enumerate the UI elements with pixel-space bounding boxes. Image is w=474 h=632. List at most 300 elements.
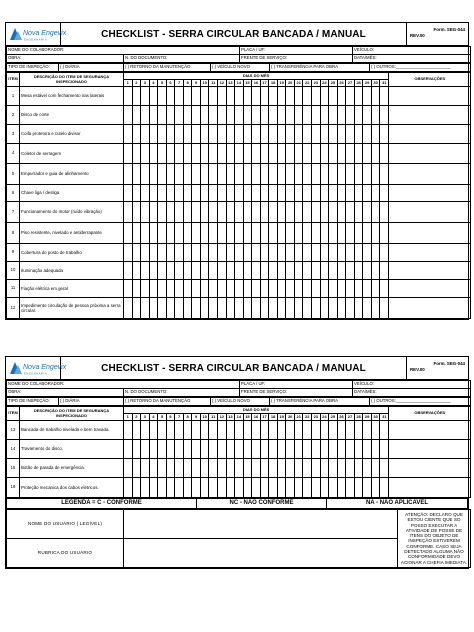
day-check-cell[interactable]	[166, 202, 175, 223]
observation-cell[interactable]	[389, 144, 471, 164]
day-check-cell[interactable]	[286, 125, 295, 144]
day-check-cell[interactable]	[149, 459, 158, 478]
day-check-cell[interactable]	[363, 244, 372, 262]
day-check-cell[interactable]	[294, 298, 303, 319]
day-check-cell[interactable]	[346, 262, 355, 280]
day-check-cell[interactable]	[226, 144, 235, 164]
day-check-cell[interactable]	[286, 244, 295, 262]
day-check-cell[interactable]	[363, 459, 372, 478]
day-check-cell[interactable]	[218, 106, 227, 125]
day-check-cell[interactable]	[337, 459, 346, 478]
day-check-cell[interactable]	[320, 125, 329, 144]
day-check-cell[interactable]	[209, 223, 218, 244]
day-check-cell[interactable]	[329, 164, 338, 185]
day-check-cell[interactable]	[175, 185, 184, 202]
day-check-cell[interactable]	[192, 421, 201, 440]
day-check-cell[interactable]	[158, 87, 167, 106]
day-check-cell[interactable]	[192, 87, 201, 106]
day-check-cell[interactable]	[209, 459, 218, 478]
day-check-cell[interactable]	[183, 459, 192, 478]
observation-cell[interactable]	[389, 185, 471, 202]
day-check-cell[interactable]	[132, 223, 141, 244]
day-check-cell[interactable]	[183, 280, 192, 298]
day-check-cell[interactable]	[158, 459, 167, 478]
day-check-cell[interactable]	[192, 440, 201, 459]
day-check-cell[interactable]	[192, 459, 201, 478]
day-check-cell[interactable]	[192, 144, 201, 164]
day-check-cell[interactable]	[329, 125, 338, 144]
day-check-cell[interactable]	[380, 459, 389, 478]
day-check-cell[interactable]	[141, 421, 150, 440]
day-check-cell[interactable]	[380, 262, 389, 280]
day-check-cell[interactable]	[363, 421, 372, 440]
day-check-cell[interactable]	[363, 223, 372, 244]
day-check-cell[interactable]	[209, 87, 218, 106]
day-check-cell[interactable]	[277, 87, 286, 106]
day-check-cell[interactable]	[141, 298, 150, 319]
day-check-cell[interactable]	[218, 185, 227, 202]
day-check-cell[interactable]	[226, 421, 235, 440]
day-check-cell[interactable]	[124, 280, 133, 298]
day-check-cell[interactable]	[371, 223, 380, 244]
day-check-cell[interactable]	[243, 223, 252, 244]
day-check-cell[interactable]	[200, 262, 209, 280]
day-check-cell[interactable]	[166, 459, 175, 478]
day-check-cell[interactable]	[303, 280, 312, 298]
day-check-cell[interactable]	[226, 164, 235, 185]
day-check-cell[interactable]	[252, 262, 261, 280]
option-other[interactable]: ( ) OUTROS:_______________________	[370, 64, 471, 72]
day-check-cell[interactable]	[363, 87, 372, 106]
day-check-cell[interactable]	[320, 164, 329, 185]
day-check-cell[interactable]	[277, 106, 286, 125]
day-check-cell[interactable]	[226, 202, 235, 223]
day-check-cell[interactable]	[149, 202, 158, 223]
day-check-cell[interactable]	[294, 125, 303, 144]
day-check-cell[interactable]	[354, 125, 363, 144]
day-check-cell[interactable]	[166, 106, 175, 125]
day-check-cell[interactable]	[260, 87, 269, 106]
option-transfer[interactable]: ( ) TRANSFERÊNCIA PARA OBRA	[270, 398, 370, 406]
day-check-cell[interactable]	[320, 421, 329, 440]
day-check-cell[interactable]	[149, 244, 158, 262]
day-check-cell[interactable]	[252, 440, 261, 459]
option-new-vehicle[interactable]: ( ) VEÍCULO NOVO	[211, 64, 270, 72]
day-check-cell[interactable]	[303, 421, 312, 440]
day-check-cell[interactable]	[320, 144, 329, 164]
day-check-cell[interactable]	[141, 459, 150, 478]
day-check-cell[interactable]	[363, 280, 372, 298]
day-check-cell[interactable]	[260, 185, 269, 202]
day-check-cell[interactable]	[226, 223, 235, 244]
date-field[interactable]: DATA/MÊS:	[353, 55, 471, 63]
day-check-cell[interactable]	[166, 280, 175, 298]
day-check-cell[interactable]	[132, 185, 141, 202]
day-check-cell[interactable]	[132, 87, 141, 106]
day-check-cell[interactable]	[158, 164, 167, 185]
front-field[interactable]: FRENTE DE SERVIÇO:	[240, 55, 353, 63]
day-check-cell[interactable]	[183, 298, 192, 319]
day-check-cell[interactable]	[192, 478, 201, 498]
day-check-cell[interactable]	[277, 421, 286, 440]
day-check-cell[interactable]	[200, 298, 209, 319]
day-check-cell[interactable]	[235, 125, 244, 144]
day-check-cell[interactable]	[320, 87, 329, 106]
day-check-cell[interactable]	[371, 164, 380, 185]
day-check-cell[interactable]	[235, 421, 244, 440]
day-check-cell[interactable]	[294, 421, 303, 440]
day-check-cell[interactable]	[243, 262, 252, 280]
day-check-cell[interactable]	[166, 440, 175, 459]
day-check-cell[interactable]	[277, 478, 286, 498]
day-check-cell[interactable]	[226, 298, 235, 319]
day-check-cell[interactable]	[354, 223, 363, 244]
day-check-cell[interactable]	[252, 244, 261, 262]
day-check-cell[interactable]	[303, 202, 312, 223]
day-check-cell[interactable]	[209, 478, 218, 498]
day-check-cell[interactable]	[346, 440, 355, 459]
option-return[interactable]: ( ) RETORNO DA MANUTENÇÃO	[124, 64, 211, 72]
day-check-cell[interactable]	[141, 87, 150, 106]
day-check-cell[interactable]	[320, 262, 329, 280]
day-check-cell[interactable]	[371, 185, 380, 202]
day-check-cell[interactable]	[260, 262, 269, 280]
day-check-cell[interactable]	[183, 202, 192, 223]
day-check-cell[interactable]	[277, 164, 286, 185]
day-check-cell[interactable]	[303, 440, 312, 459]
day-check-cell[interactable]	[252, 478, 261, 498]
day-check-cell[interactable]	[277, 223, 286, 244]
day-check-cell[interactable]	[175, 106, 184, 125]
day-check-cell[interactable]	[243, 440, 252, 459]
day-check-cell[interactable]	[183, 262, 192, 280]
day-check-cell[interactable]	[286, 144, 295, 164]
day-check-cell[interactable]	[132, 125, 141, 144]
day-check-cell[interactable]	[252, 164, 261, 185]
day-check-cell[interactable]	[294, 478, 303, 498]
day-check-cell[interactable]	[252, 185, 261, 202]
day-check-cell[interactable]	[226, 262, 235, 280]
day-check-cell[interactable]	[124, 298, 133, 319]
day-check-cell[interactable]	[149, 262, 158, 280]
day-check-cell[interactable]	[226, 125, 235, 144]
day-check-cell[interactable]	[312, 298, 321, 319]
day-check-cell[interactable]	[269, 421, 278, 440]
day-check-cell[interactable]	[124, 144, 133, 164]
day-check-cell[interactable]	[124, 262, 133, 280]
day-check-cell[interactable]	[158, 421, 167, 440]
day-check-cell[interactable]	[252, 202, 261, 223]
day-check-cell[interactable]	[371, 106, 380, 125]
day-check-cell[interactable]	[303, 223, 312, 244]
day-check-cell[interactable]	[149, 298, 158, 319]
day-check-cell[interactable]	[371, 125, 380, 144]
observation-cell[interactable]	[389, 164, 471, 185]
day-check-cell[interactable]	[346, 125, 355, 144]
day-check-cell[interactable]	[183, 244, 192, 262]
day-check-cell[interactable]	[277, 202, 286, 223]
day-check-cell[interactable]	[269, 244, 278, 262]
day-check-cell[interactable]	[346, 87, 355, 106]
day-check-cell[interactable]	[243, 478, 252, 498]
day-check-cell[interactable]	[329, 87, 338, 106]
work-field[interactable]: OBRA:	[7, 389, 124, 397]
day-check-cell[interactable]	[320, 185, 329, 202]
day-check-cell[interactable]	[243, 202, 252, 223]
day-check-cell[interactable]	[132, 478, 141, 498]
day-check-cell[interactable]	[346, 185, 355, 202]
day-check-cell[interactable]	[286, 298, 295, 319]
day-check-cell[interactable]	[141, 125, 150, 144]
day-check-cell[interactable]	[175, 421, 184, 440]
day-check-cell[interactable]	[346, 280, 355, 298]
day-check-cell[interactable]	[166, 478, 175, 498]
day-check-cell[interactable]	[286, 185, 295, 202]
day-check-cell[interactable]	[260, 125, 269, 144]
day-check-cell[interactable]	[380, 223, 389, 244]
day-check-cell[interactable]	[158, 106, 167, 125]
day-check-cell[interactable]	[354, 144, 363, 164]
day-check-cell[interactable]	[329, 262, 338, 280]
day-check-cell[interactable]	[124, 459, 133, 478]
user-name-field[interactable]	[124, 510, 398, 539]
day-check-cell[interactable]	[218, 298, 227, 319]
day-check-cell[interactable]	[363, 185, 372, 202]
day-check-cell[interactable]	[183, 106, 192, 125]
day-check-cell[interactable]	[158, 244, 167, 262]
day-check-cell[interactable]	[346, 298, 355, 319]
day-check-cell[interactable]	[312, 144, 321, 164]
day-check-cell[interactable]	[218, 280, 227, 298]
day-check-cell[interactable]	[166, 262, 175, 280]
day-check-cell[interactable]	[303, 164, 312, 185]
day-check-cell[interactable]	[380, 280, 389, 298]
day-check-cell[interactable]	[380, 298, 389, 319]
day-check-cell[interactable]	[363, 202, 372, 223]
day-check-cell[interactable]	[329, 298, 338, 319]
day-check-cell[interactable]	[346, 244, 355, 262]
day-check-cell[interactable]	[329, 440, 338, 459]
day-check-cell[interactable]	[149, 164, 158, 185]
day-check-cell[interactable]	[209, 164, 218, 185]
day-check-cell[interactable]	[363, 478, 372, 498]
day-check-cell[interactable]	[277, 298, 286, 319]
day-check-cell[interactable]	[363, 262, 372, 280]
day-check-cell[interactable]	[132, 144, 141, 164]
day-check-cell[interactable]	[235, 280, 244, 298]
day-check-cell[interactable]	[132, 421, 141, 440]
day-check-cell[interactable]	[354, 440, 363, 459]
day-check-cell[interactable]	[132, 164, 141, 185]
day-check-cell[interactable]	[166, 298, 175, 319]
day-check-cell[interactable]	[294, 106, 303, 125]
day-check-cell[interactable]	[200, 164, 209, 185]
day-check-cell[interactable]	[260, 478, 269, 498]
day-check-cell[interactable]	[124, 106, 133, 125]
day-check-cell[interactable]	[166, 164, 175, 185]
collaborator-field[interactable]: NOME DO COLABORADOR:	[7, 47, 240, 55]
day-check-cell[interactable]	[175, 478, 184, 498]
day-check-cell[interactable]	[363, 298, 372, 319]
day-check-cell[interactable]	[363, 164, 372, 185]
day-check-cell[interactable]	[329, 202, 338, 223]
day-check-cell[interactable]	[346, 421, 355, 440]
day-check-cell[interactable]	[354, 478, 363, 498]
day-check-cell[interactable]	[175, 440, 184, 459]
day-check-cell[interactable]	[243, 421, 252, 440]
collaborator-field[interactable]: NOME DO COLABORADOR:	[7, 381, 240, 389]
day-check-cell[interactable]	[200, 202, 209, 223]
day-check-cell[interactable]	[235, 244, 244, 262]
day-check-cell[interactable]	[337, 478, 346, 498]
day-check-cell[interactable]	[303, 125, 312, 144]
day-check-cell[interactable]	[149, 280, 158, 298]
day-check-cell[interactable]	[149, 87, 158, 106]
front-field[interactable]: FRENTE DE SERVIÇO:	[240, 389, 353, 397]
day-check-cell[interactable]	[286, 440, 295, 459]
day-check-cell[interactable]	[243, 459, 252, 478]
day-check-cell[interactable]	[209, 185, 218, 202]
day-check-cell[interactable]	[354, 280, 363, 298]
day-check-cell[interactable]	[380, 87, 389, 106]
day-check-cell[interactable]	[286, 87, 295, 106]
option-daily[interactable]: ( ) DIÁRIA	[59, 398, 124, 406]
day-check-cell[interactable]	[158, 223, 167, 244]
day-check-cell[interactable]	[141, 478, 150, 498]
day-check-cell[interactable]	[200, 440, 209, 459]
day-check-cell[interactable]	[337, 125, 346, 144]
day-check-cell[interactable]	[141, 244, 150, 262]
day-check-cell[interactable]	[252, 298, 261, 319]
day-check-cell[interactable]	[269, 106, 278, 125]
day-check-cell[interactable]	[235, 440, 244, 459]
day-check-cell[interactable]	[226, 244, 235, 262]
day-check-cell[interactable]	[166, 421, 175, 440]
option-new-vehicle[interactable]: ( ) VEÍCULO NOVO	[211, 398, 270, 406]
day-check-cell[interactable]	[243, 87, 252, 106]
day-check-cell[interactable]	[209, 144, 218, 164]
day-check-cell[interactable]	[158, 185, 167, 202]
day-check-cell[interactable]	[371, 87, 380, 106]
day-check-cell[interactable]	[226, 280, 235, 298]
day-check-cell[interactable]	[277, 144, 286, 164]
day-check-cell[interactable]	[166, 144, 175, 164]
day-check-cell[interactable]	[371, 280, 380, 298]
day-check-cell[interactable]	[337, 223, 346, 244]
day-check-cell[interactable]	[303, 185, 312, 202]
day-check-cell[interactable]	[192, 244, 201, 262]
day-check-cell[interactable]	[209, 298, 218, 319]
day-check-cell[interactable]	[141, 223, 150, 244]
day-check-cell[interactable]	[209, 106, 218, 125]
day-check-cell[interactable]	[141, 144, 150, 164]
day-check-cell[interactable]	[346, 202, 355, 223]
day-check-cell[interactable]	[269, 298, 278, 319]
day-check-cell[interactable]	[277, 185, 286, 202]
day-check-cell[interactable]	[337, 244, 346, 262]
day-check-cell[interactable]	[124, 202, 133, 223]
day-check-cell[interactable]	[124, 125, 133, 144]
day-check-cell[interactable]	[149, 144, 158, 164]
day-check-cell[interactable]	[337, 144, 346, 164]
day-check-cell[interactable]	[354, 459, 363, 478]
day-check-cell[interactable]	[218, 459, 227, 478]
day-check-cell[interactable]	[337, 262, 346, 280]
day-check-cell[interactable]	[243, 125, 252, 144]
day-check-cell[interactable]	[200, 244, 209, 262]
day-check-cell[interactable]	[286, 202, 295, 223]
day-check-cell[interactable]	[277, 125, 286, 144]
day-check-cell[interactable]	[132, 459, 141, 478]
day-check-cell[interactable]	[175, 87, 184, 106]
option-return[interactable]: ( ) RETORNO DA MANUTENÇÃO	[124, 398, 211, 406]
day-check-cell[interactable]	[218, 144, 227, 164]
day-check-cell[interactable]	[312, 164, 321, 185]
day-check-cell[interactable]	[192, 280, 201, 298]
day-check-cell[interactable]	[354, 262, 363, 280]
observation-cell[interactable]	[389, 298, 471, 319]
day-check-cell[interactable]	[294, 440, 303, 459]
day-check-cell[interactable]	[235, 164, 244, 185]
day-check-cell[interactable]	[337, 280, 346, 298]
day-check-cell[interactable]	[380, 202, 389, 223]
day-check-cell[interactable]	[209, 202, 218, 223]
day-check-cell[interactable]	[380, 164, 389, 185]
day-check-cell[interactable]	[363, 125, 372, 144]
day-check-cell[interactable]	[200, 87, 209, 106]
day-check-cell[interactable]	[286, 280, 295, 298]
day-check-cell[interactable]	[235, 459, 244, 478]
day-check-cell[interactable]	[269, 223, 278, 244]
day-check-cell[interactable]	[312, 125, 321, 144]
day-check-cell[interactable]	[226, 440, 235, 459]
day-check-cell[interactable]	[243, 244, 252, 262]
day-check-cell[interactable]	[303, 87, 312, 106]
day-check-cell[interactable]	[235, 106, 244, 125]
day-check-cell[interactable]	[354, 202, 363, 223]
day-check-cell[interactable]	[371, 440, 380, 459]
day-check-cell[interactable]	[312, 87, 321, 106]
day-check-cell[interactable]	[183, 440, 192, 459]
day-check-cell[interactable]	[149, 478, 158, 498]
option-daily[interactable]: ( ) DIÁRIA	[59, 64, 124, 72]
day-check-cell[interactable]	[192, 106, 201, 125]
day-check-cell[interactable]	[235, 185, 244, 202]
day-check-cell[interactable]	[286, 459, 295, 478]
day-check-cell[interactable]	[175, 144, 184, 164]
day-check-cell[interactable]	[303, 478, 312, 498]
day-check-cell[interactable]	[320, 280, 329, 298]
observation-cell[interactable]	[389, 125, 471, 144]
day-check-cell[interactable]	[183, 125, 192, 144]
day-check-cell[interactable]	[158, 478, 167, 498]
day-check-cell[interactable]	[260, 459, 269, 478]
day-check-cell[interactable]	[252, 459, 261, 478]
day-check-cell[interactable]	[269, 280, 278, 298]
day-check-cell[interactable]	[260, 421, 269, 440]
observation-cell[interactable]	[389, 280, 471, 298]
day-check-cell[interactable]	[269, 164, 278, 185]
day-check-cell[interactable]	[269, 87, 278, 106]
day-check-cell[interactable]	[218, 164, 227, 185]
day-check-cell[interactable]	[243, 185, 252, 202]
day-check-cell[interactable]	[124, 223, 133, 244]
day-check-cell[interactable]	[218, 440, 227, 459]
observation-cell[interactable]	[389, 202, 471, 223]
day-check-cell[interactable]	[132, 202, 141, 223]
day-check-cell[interactable]	[277, 459, 286, 478]
day-check-cell[interactable]	[371, 202, 380, 223]
